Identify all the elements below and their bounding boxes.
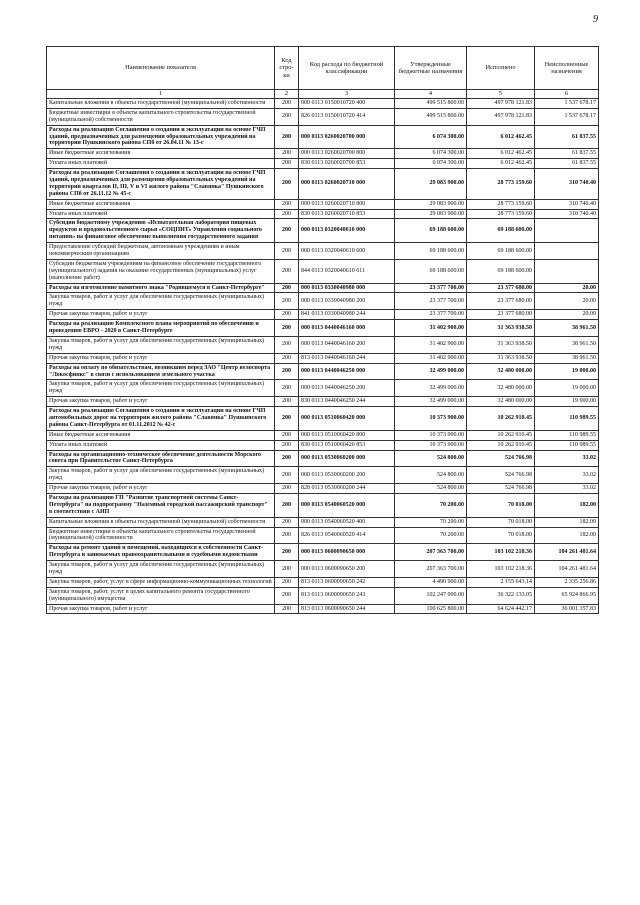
row-approved: 32 499 000.00 — [395, 363, 467, 380]
row-code: 200 — [275, 380, 299, 397]
header-code: Код стро- ки — [275, 47, 299, 90]
row-executed: 103 102 218.36 — [467, 561, 535, 578]
row-unexecuted: 310 740.40 — [535, 209, 599, 219]
row-approved: 499 515 800.00 — [395, 108, 467, 125]
row-unexecuted — [535, 259, 599, 283]
row-name: Прочая закупка товаров, работ и услуг — [47, 310, 275, 320]
row-name: Расходы на ремонт зданий и помещений, находящихся в собственности Санкт-Петербурга и занимаемых правоохранительными и судебными ведомствами — [47, 544, 275, 561]
row-approved: 10 373 900.00 — [395, 407, 467, 431]
row-unexecuted: 182.00 — [535, 493, 599, 517]
row-code: 200 — [275, 440, 299, 450]
row-name: Расходы на реализацию ГП "Развитие транспортной системы Санкт-Петербурга" на подпрограмму "Наземный городской пассажирский транспорт" в соответствии с АИП — [47, 493, 275, 517]
row-unexecuted: 61 837.55 — [535, 149, 599, 159]
row-kbk: 000 0113 0530060200 200 — [299, 467, 395, 484]
row-code: 200 — [275, 99, 299, 109]
row-approved: 23 377 700.00 — [395, 310, 467, 320]
row-kbk: 000 0113 0260020710 000 — [299, 169, 395, 200]
row-approved: 70 200.00 — [395, 517, 467, 527]
row-unexecuted: 310 740.40 — [535, 199, 599, 209]
row-executed: 70 018.00 — [467, 493, 535, 517]
row-executed: 524 766.98 — [467, 484, 535, 494]
table-row — [47, 397, 599, 407]
row-code: 200 — [275, 587, 299, 604]
row-unexecuted: 104 261 481.64 — [535, 544, 599, 561]
row-name: Иные бюджетные ассигнования — [47, 149, 275, 159]
row-unexecuted: 1 537 678.17 — [535, 99, 599, 109]
row-approved: 32 499 000.00 — [395, 397, 467, 407]
row-executed: 23 377 680.00 — [467, 293, 535, 310]
row-approved: 23 377 700.00 — [395, 293, 467, 310]
row-unexecuted: 20.00 — [535, 293, 599, 310]
column-number: 3 — [299, 90, 395, 99]
row-name: Закупка товаров, работ и услуг для обеспечения государственных (муниципальных) нужд — [47, 336, 275, 353]
row-unexecuted: 110 989.55 — [535, 430, 599, 440]
row-code: 200 — [275, 283, 299, 293]
row-kbk: 813 0113 0600090650 243 — [299, 587, 395, 604]
column-number: 5 — [467, 90, 535, 99]
row-kbk: 813 0113 0440046160 244 — [299, 353, 395, 363]
row-unexecuted: 182.00 — [535, 527, 599, 544]
row-name: Прочая закупка товаров, работ и услуг — [47, 397, 275, 407]
header-kbk: Код расхода по бюджетной классификации — [299, 47, 395, 90]
table-row — [47, 243, 599, 260]
row-name: Прочая закупка товаров, работ и услуг — [47, 604, 275, 614]
row-executed: 28 773 159.60 — [467, 199, 535, 209]
row-approved: 10 373 900.00 — [395, 430, 467, 440]
row-unexecuted: 310 740.40 — [535, 169, 599, 200]
row-name: Бюджетные инвестиции в объекты капитального строительства государственной (муниципальной) собственности — [47, 527, 275, 544]
row-kbk: 826 0113 0540060520 414 — [299, 527, 395, 544]
row-name: Расходы на реализацию Соглашения о создании и эксплуатации на основе ГЧП зданий, предназначенных для размещения образовательных учреждений на территории Пушкинского района СПб от 26.04.11 № 13-с — [47, 125, 275, 149]
row-approved: 31 402 900.00 — [395, 336, 467, 353]
row-kbk: 000 0113 0540060520 400 — [299, 517, 395, 527]
row-executed: 6 012 462.45 — [467, 125, 535, 149]
row-executed: 32 480 000.00 — [467, 380, 535, 397]
row-approved: 102 247 000.00 — [395, 587, 467, 604]
table-row — [47, 320, 599, 337]
header-name: Наименование показателя — [47, 47, 275, 90]
column-number: 2 — [275, 90, 299, 99]
row-name: Закупка товаров, работ и услуг для обеспечения государственных (муниципальных) нужд — [47, 561, 275, 578]
row-unexecuted: 19 000.00 — [535, 397, 599, 407]
row-approved: 524 800.00 — [395, 450, 467, 467]
table-row — [47, 310, 599, 320]
row-approved: 6 074 300.00 — [395, 159, 467, 169]
row-executed: 2 155 643.14 — [467, 577, 535, 587]
row-executed: 6 012 462.45 — [467, 149, 535, 159]
row-code: 200 — [275, 450, 299, 467]
header-unexecuted: Неисполненные назначения — [535, 47, 599, 90]
row-name: Предоставление субсидий бюджетным, автономным учреждениям и иным некоммерческим организациям — [47, 243, 275, 260]
table-row — [47, 517, 599, 527]
row-executed: 31 363 938.50 — [467, 353, 535, 363]
row-kbk: 828 0113 0530060200 244 — [299, 484, 395, 494]
row-kbk: 830 0113 0510060420 853 — [299, 440, 395, 450]
row-code: 200 — [275, 320, 299, 337]
row-approved: 29 083 900.00 — [395, 169, 467, 200]
row-kbk: 000 0113 0600090650 200 — [299, 561, 395, 578]
table-row — [47, 430, 599, 440]
row-executed: 69 188 600.00 — [467, 243, 535, 260]
row-code: 200 — [275, 293, 299, 310]
row-code: 200 — [275, 407, 299, 431]
column-number: 1 — [47, 90, 275, 99]
row-unexecuted: 19 000.00 — [535, 363, 599, 380]
row-kbk: 000 0113 0600090650 000 — [299, 544, 395, 561]
row-approved: 100 625 800.00 — [395, 604, 467, 614]
row-code: 200 — [275, 108, 299, 125]
row-code: 200 — [275, 577, 299, 587]
row-unexecuted: 36 001 357.83 — [535, 604, 599, 614]
row-name: Бюджетные инвестиции в объекты капитального строительства государственной (муниципальной) собственности — [47, 108, 275, 125]
row-code: 200 — [275, 259, 299, 283]
row-approved: 207 363 700.00 — [395, 544, 467, 561]
row-executed: 31 363 938.50 — [467, 336, 535, 353]
table-row — [47, 149, 599, 159]
row-name: Субсидии бюджетному учреждению «Испытательная лаборатория пищевых продуктов и продовольственного сырья «СОЦПИТ» Управления социального питания» на финансовое обеспечение выполнения государственного задания — [47, 219, 275, 243]
row-name: Прочая закупка товаров, работ и услуг — [47, 484, 275, 494]
row-approved: 29 083 900.00 — [395, 209, 467, 219]
row-approved: 4 490 900.00 — [395, 577, 467, 587]
table-row — [47, 159, 599, 169]
row-kbk: 000 0113 0440046160 200 — [299, 336, 395, 353]
row-unexecuted: 65 924 866.95 — [535, 587, 599, 604]
row-executed: 28 773 159.60 — [467, 169, 535, 200]
row-unexecuted: 20.00 — [535, 310, 599, 320]
row-approved: 31 402 900.00 — [395, 320, 467, 337]
row-approved: 23 377 700.00 — [395, 283, 467, 293]
row-executed: 32 480 000.00 — [467, 397, 535, 407]
row-kbk: 844 0113 0320040610 611 — [299, 259, 395, 283]
row-code: 200 — [275, 363, 299, 380]
row-executed: 23 377 680.00 — [467, 283, 535, 293]
row-unexecuted: 33.02 — [535, 484, 599, 494]
row-kbk: 000 0113 0540060520 000 — [299, 493, 395, 517]
row-code: 200 — [275, 604, 299, 614]
row-executed: 28 773 159.60 — [467, 209, 535, 219]
row-executed: 10 262 910.45 — [467, 407, 535, 431]
row-kbk: 000 0113 0440046250 000 — [299, 363, 395, 380]
row-name: Расходы на изготовление памятного знака "Родившемуся в Санкт-Петербурге" — [47, 283, 275, 293]
row-unexecuted: 38 961.50 — [535, 336, 599, 353]
row-executed: 10 262 910.45 — [467, 430, 535, 440]
row-kbk: 000 0113 0330040980 200 — [299, 293, 395, 310]
row-name: Иные бюджетные ассигнования — [47, 199, 275, 209]
row-code: 200 — [275, 336, 299, 353]
row-name: Закупка товаров, работ, услуг в сфере информационно-коммуникационных технологий — [47, 577, 275, 587]
table-row — [47, 544, 599, 561]
table-header-row — [47, 47, 599, 90]
row-executed: 23 377 680.00 — [467, 310, 535, 320]
row-name: Закупка товаров, работ и услуг для обеспечения государственных (муниципальных) нужд — [47, 293, 275, 310]
row-kbk: 813 0113 0600090650 242 — [299, 577, 395, 587]
row-code: 200 — [275, 493, 299, 517]
row-approved: 29 083 900.00 — [395, 199, 467, 209]
row-name: Закупка товаров, работ и услуг для обеспечения государственных (муниципальных) нужд — [47, 380, 275, 397]
table-row — [47, 493, 599, 517]
table-row — [47, 336, 599, 353]
row-unexecuted: 33.02 — [535, 450, 599, 467]
row-name: Уплата иных платежей — [47, 159, 275, 169]
table-row — [47, 561, 599, 578]
row-approved: 69 188 600.00 — [395, 219, 467, 243]
row-name: Уплата иных платежей — [47, 209, 275, 219]
row-executed: 70 018.00 — [467, 517, 535, 527]
row-kbk: 000 0113 0150010720 400 — [299, 99, 395, 109]
row-approved: 10 373 900.00 — [395, 440, 467, 450]
table-row — [47, 577, 599, 587]
header-approved: Утвержденные бюджетные назначения — [395, 47, 467, 90]
row-kbk: 000 0113 0320040610 600 — [299, 243, 395, 260]
row-unexecuted: 61 837.55 — [535, 159, 599, 169]
table-row — [47, 440, 599, 450]
row-approved: 6 074 300.00 — [395, 149, 467, 159]
table-body — [47, 99, 599, 614]
row-executed: 36 322 133.05 — [467, 587, 535, 604]
row-code: 200 — [275, 544, 299, 561]
expenditure-table — [46, 46, 599, 614]
row-unexecuted: 38 961.50 — [535, 320, 599, 337]
row-executed: 69 188 600.00 — [467, 259, 535, 283]
row-executed: 70 018.00 — [467, 527, 535, 544]
table-row — [47, 407, 599, 431]
row-unexecuted: 61 837.55 — [535, 125, 599, 149]
row-code: 200 — [275, 430, 299, 440]
row-kbk: 000 0113 0330040980 000 — [299, 283, 395, 293]
table-row — [47, 283, 599, 293]
table-row — [47, 259, 599, 283]
row-executed: 497 978 121.83 — [467, 99, 535, 109]
row-kbk: 826 0113 0150010720 414 — [299, 108, 395, 125]
row-approved: 70 200.00 — [395, 493, 467, 517]
row-code: 200 — [275, 125, 299, 149]
table-row — [47, 209, 599, 219]
table-row — [47, 169, 599, 200]
row-kbk: 000 0113 0260020710 800 — [299, 199, 395, 209]
row-name: Расходы на реализацию Соглашения о создании и эксплуатации на основе ГЧП автомобильных дорог на территории жилого района "Славянка" Пушкинского района Санкт-Петербурга от 01.11.2012 № 42-с — [47, 407, 275, 431]
row-code: 200 — [275, 209, 299, 219]
column-number: 4 — [395, 90, 467, 99]
table-row — [47, 484, 599, 494]
row-unexecuted: 182.00 — [535, 517, 599, 527]
row-code: 200 — [275, 169, 299, 200]
row-unexecuted: 104 261 481.64 — [535, 561, 599, 578]
row-executed: 10 262 910.45 — [467, 440, 535, 450]
row-name: Прочая закупка товаров, работ и услуг — [47, 353, 275, 363]
row-executed: 32 480 000.00 — [467, 363, 535, 380]
row-approved: 524 800.00 — [395, 467, 467, 484]
row-kbk: 830 0113 0260020700 853 — [299, 159, 395, 169]
table-row — [47, 467, 599, 484]
row-approved: 31 402 900.00 — [395, 353, 467, 363]
table-row — [47, 293, 599, 310]
row-executed: 31 363 938.50 — [467, 320, 535, 337]
table-row — [47, 353, 599, 363]
row-kbk: 000 0113 0260020700 000 — [299, 125, 395, 149]
row-code: 200 — [275, 467, 299, 484]
row-approved: 6 074 300.00 — [395, 125, 467, 149]
row-kbk: 000 0113 0510060420 800 — [299, 430, 395, 440]
row-name: Иные бюджетные ассигнования — [47, 430, 275, 440]
row-approved: 524 800.00 — [395, 484, 467, 494]
row-unexecuted: 20.00 — [535, 283, 599, 293]
row-executed: 69 188 600.00 — [467, 219, 535, 243]
row-code: 200 — [275, 561, 299, 578]
row-name: Расходы на реализацию Комплексного плана мероприятий по обеспечению и проведению ЕВРО - 2020 в Санкт-Петербурге — [47, 320, 275, 337]
row-name: Расходы на оплату по обязательствам, возникшим перед ЗАО "Центр велоспорта "Локосфинкс" в связи с использованием земельного участка — [47, 363, 275, 380]
table-row — [47, 380, 599, 397]
row-approved: 69 188 600.00 — [395, 243, 467, 260]
table-row — [47, 450, 599, 467]
row-code: 200 — [275, 527, 299, 544]
row-approved: 69 188 600.00 — [395, 259, 467, 283]
row-kbk: 000 0113 0440046250 200 — [299, 380, 395, 397]
table-row — [47, 99, 599, 109]
row-code: 200 — [275, 484, 299, 494]
table-row — [47, 587, 599, 604]
row-executed: 64 624 442.17 — [467, 604, 535, 614]
row-approved: 207 363 700.00 — [395, 561, 467, 578]
table-row — [47, 199, 599, 209]
row-name: Капитальные вложения в объекты государственной (муниципальной) собственности — [47, 99, 275, 109]
row-kbk: 841 0113 0330040980 244 — [299, 310, 395, 320]
row-code: 200 — [275, 310, 299, 320]
row-unexecuted: 19 000.00 — [535, 380, 599, 397]
row-executed: 524 766.98 — [467, 450, 535, 467]
row-executed: 524 766.98 — [467, 467, 535, 484]
row-kbk: 000 0113 0510060420 000 — [299, 407, 395, 431]
row-executed: 6 012 462.45 — [467, 159, 535, 169]
row-name: Капитальные вложения в объекты государственной (муниципальной) собственности — [47, 517, 275, 527]
row-unexecuted: 33.02 — [535, 467, 599, 484]
table-row — [47, 527, 599, 544]
row-name: Закупка товаров, работ, услуг в целях капитального ремонта государственного (муниципального) имущества — [47, 587, 275, 604]
page-number: 9 — [593, 14, 598, 25]
row-name: Уплата иных платежей — [47, 440, 275, 450]
table-row — [47, 108, 599, 125]
row-code: 200 — [275, 219, 299, 243]
row-kbk: 000 0113 0440046160 000 — [299, 320, 395, 337]
table-row — [47, 125, 599, 149]
row-executed: 497 978 121.83 — [467, 108, 535, 125]
row-unexecuted — [535, 243, 599, 260]
row-unexecuted: 1 537 678.17 — [535, 108, 599, 125]
row-code: 200 — [275, 397, 299, 407]
header-executed: Исполнено — [467, 47, 535, 90]
row-unexecuted: 110 989.55 — [535, 407, 599, 431]
row-approved: 70 200.00 — [395, 527, 467, 544]
row-kbk: 000 0113 0320040610 000 — [299, 219, 395, 243]
column-number-row — [47, 90, 599, 99]
table-row — [47, 363, 599, 380]
row-unexecuted: 2 335 256.86 — [535, 577, 599, 587]
row-unexecuted — [535, 219, 599, 243]
row-kbk: 000 0113 0260020700 800 — [299, 149, 395, 159]
row-unexecuted: 38 961.50 — [535, 353, 599, 363]
row-kbk: 813 0113 0600090650 244 — [299, 604, 395, 614]
row-kbk: 830 0113 0440046250 244 — [299, 397, 395, 407]
row-approved: 32 499 000.00 — [395, 380, 467, 397]
row-name: Закупка товаров, работ и услуг для обеспечения государственных (муниципальных) нужд — [47, 467, 275, 484]
row-unexecuted: 110 989.55 — [535, 440, 599, 450]
table-row — [47, 604, 599, 614]
table-row — [47, 219, 599, 243]
column-number: 6 — [535, 90, 599, 99]
row-code: 200 — [275, 243, 299, 260]
row-executed: 103 102 218.36 — [467, 544, 535, 561]
row-code: 200 — [275, 149, 299, 159]
row-kbk: 000 0113 0530060200 000 — [299, 450, 395, 467]
row-name: Субсидии бюджетным учреждениям на финансовое обеспечение государственного (муниципального) задания на оказание государственных (муниципальных) услуг (выполнение работ) — [47, 259, 275, 283]
row-code: 200 — [275, 517, 299, 527]
row-name: Расходы на организационно-техническое обеспечение деятельности Морского совета при Правительстве Санкт-Петербурга — [47, 450, 275, 467]
row-name: Расходы на реализацию Соглашения о создании и эксплуатации на основе ГЧП зданий, предназначенных для размещения образовательных учреждений на территории кварталов II, III, V и VI жилого района "Славянка" Пушкинского района СПб от 26.11.12 № 45-с — [47, 169, 275, 200]
row-kbk: 830 0113 0260020710 853 — [299, 209, 395, 219]
row-code: 200 — [275, 353, 299, 363]
row-code: 200 — [275, 199, 299, 209]
row-approved: 499 515 800.00 — [395, 99, 467, 109]
row-code: 200 — [275, 159, 299, 169]
